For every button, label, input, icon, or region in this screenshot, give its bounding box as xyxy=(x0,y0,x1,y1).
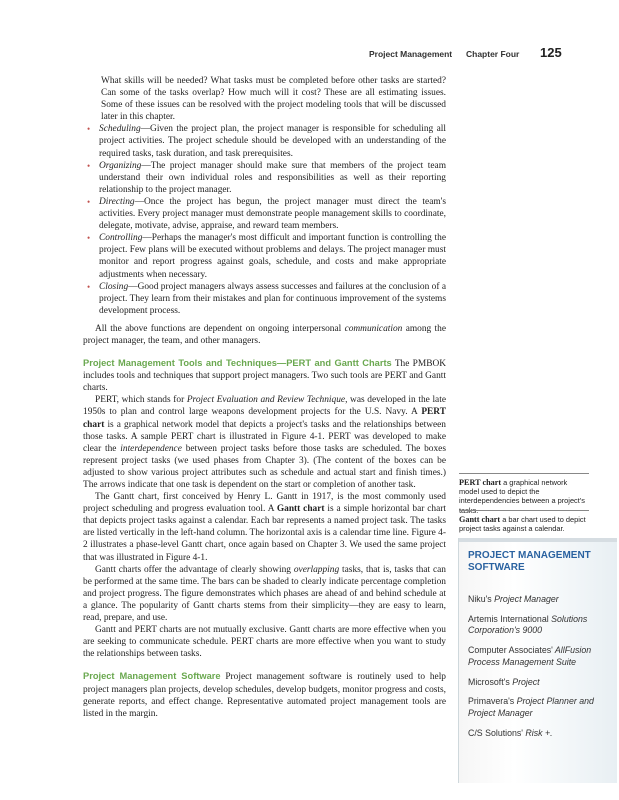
gantt-advantages-paragraph xyxy=(83,564,446,624)
margin-definition-pert xyxy=(459,473,589,515)
list-item xyxy=(99,123,446,159)
list-item xyxy=(468,677,608,688)
product-name: Project xyxy=(509,676,540,687)
function-text: —Once the project has begun, the project manager must direct the team's activities. Every project manager must demonstrate people management skills to coordinate, delegate, motivate, advise, appraise, and reward team members. xyxy=(99,196,446,232)
list-item xyxy=(468,696,608,719)
text-run: The PMBOK includes tools and techniques that support project managers. Two such tools are PERT and Gantt charts. xyxy=(83,359,446,394)
product-name: Project Manager xyxy=(491,594,559,604)
list-item xyxy=(99,281,446,317)
italic-term: communication xyxy=(344,323,403,334)
list-item xyxy=(99,196,446,232)
function-term: Directing xyxy=(99,196,135,207)
vendor-name: Microsoft's xyxy=(468,676,510,687)
text-run: All the above functions are dependent on ongoing interpersonal xyxy=(95,323,345,334)
list-item xyxy=(468,645,608,668)
vendor-name: Primavera's xyxy=(468,696,515,707)
function-text: —Perhaps the manager's most difficult and important function is controlling the project. Few plans will be executed without problems and delays. The project manager must monitor and report progress against goals, schedule, and costs and make appropriate adjustments when necessary. xyxy=(99,233,446,280)
box-title: PROJECT MANAGEMENT SOFTWARE xyxy=(468,550,591,573)
function-term: Organizing xyxy=(99,160,142,171)
italic-term: Project Evaluation and Review Technique xyxy=(186,395,346,406)
definition-text: a graphical network model used to depict the interdependencies between a project's tasks. xyxy=(459,478,585,515)
intro-paragraph: What skills will be needed? What tasks must be completed before other tasks are started? Can some of the tasks overlap? How much will it cost? These are all estimating issues. Some of these issues can be resolved with the project modeling tools that will be discussed later in this chapter. xyxy=(101,76,446,123)
text-run: Gantt charts offer the advantage of clearly showing xyxy=(95,564,294,575)
text-run: is a simple horizontal bar chart that depicts project tasks against a calendar. Each bar represents a named project task. The tasks are listed vertically in the left-hand column. The horizontal axis is a calendar time line. Figure 4-2 illustrates a phase-level Gantt chart, once again based on Chapter 3. We used the same project that was illustrated in Figure 4-1. xyxy=(83,504,446,563)
vendor-name: Artemis International xyxy=(468,613,549,624)
bold-term-pert: PERT chart xyxy=(83,407,446,430)
function-term: Scheduling xyxy=(99,124,141,135)
text-run: Project management software is routinely used to help project managers plan projects, develop schedules, develop budgets, monitor progress and costs, generate reports, and effect change. Representative automated project management tools are listed in the margin. xyxy=(83,672,446,719)
text-run: The Gantt chart, first conceived by Henry L. Gantt in 1917, is the most commonly used project scheduling and progress evaluation tool. A xyxy=(83,492,446,515)
margin-definition-gantt xyxy=(459,510,589,533)
list-item xyxy=(468,728,608,739)
box-accent-bar xyxy=(459,538,617,542)
header-section-title: Project Management xyxy=(369,49,453,59)
italic-term: overlapping xyxy=(293,564,340,575)
product-name: Project Planner and Project Manager xyxy=(468,696,594,718)
function-term: Controlling xyxy=(99,233,143,244)
running-header xyxy=(0,45,619,65)
text-run: tasks, that is, tasks that can be performed at the same time. The bars can be shaded to clearly indicate percentage completion and project progress. The figure demonstrates which phases are ahead of and behind schedule at a glance. The popularity of Gantt charts stems from their simplicity—they are easy to learn, read, prepare, and use. xyxy=(83,564,446,624)
list-item xyxy=(99,232,446,280)
section-heading-tools: Project Management Tools and Techniques—PERT and Gantt Charts xyxy=(83,358,392,369)
header-chapter: Chapter Four xyxy=(466,49,520,59)
software-list xyxy=(468,594,608,748)
product-name: Risk +. xyxy=(522,727,553,738)
gantt-paragraph xyxy=(83,491,446,564)
vendor-name: Computer Associates' xyxy=(468,645,553,656)
definition-term: Gantt chart xyxy=(459,515,501,524)
italic-term: interdependence xyxy=(120,443,182,454)
bold-term-gantt: Gantt chart xyxy=(276,504,325,515)
list-item xyxy=(99,160,446,196)
list-item xyxy=(468,614,608,637)
text-run: is a graphical network model that depicts a project's tasks and the relationships between those tasks. A sample PERT chart is illustrated in Figure 4-1. PERT was developed to make clear the xyxy=(83,419,446,454)
section-heading-software: Project Management Software xyxy=(83,671,221,682)
definition-text: a bar chart used to depict project tasks against a calendar. xyxy=(459,515,586,534)
page-number: 125 xyxy=(540,45,562,60)
comparison-paragraph: Gantt and PERT charts are not mutually exclusive. Gantt charts are more effective when you are seeking to communicate schedule. PERT charts are more effective when you want to study the relationships between tasks. xyxy=(83,625,446,660)
function-text: —Good project managers always assess successes and failures at the conclusion of a project. They learn from their mistakes and plan for continuous improvement of the systems development process. xyxy=(99,281,446,316)
function-text: —Given the project plan, the project manager is responsible for scheduling all project activities. The project schedule should be developed with an understanding of the required tasks, task duration, and task prerequisites. xyxy=(99,124,446,159)
text-run: PERT, which stands for xyxy=(95,395,187,406)
main-text-column xyxy=(83,75,446,720)
software-section xyxy=(83,670,446,719)
management-functions-list xyxy=(83,123,446,317)
function-term: Closing xyxy=(99,281,129,292)
function-text: —The project manager should make sure that members of the project team understand their own individual roles and responsibilities as well as their reporting relationship to the project manager. xyxy=(99,160,446,195)
tools-section-intro xyxy=(83,357,446,394)
software-sidebar-box xyxy=(458,538,617,783)
communication-paragraph xyxy=(83,323,446,347)
text-run: , was developed in the late 1950s to plan and control large weapons development projects for the U.S. Navy. A xyxy=(83,395,446,418)
list-item xyxy=(468,594,608,605)
product-name: Solutions Corporation's 9000 xyxy=(468,613,588,636)
text-run: among the project manager, the team, and other managers. xyxy=(83,323,446,346)
vendor-name: C/S Solutions' xyxy=(468,727,523,738)
vendor-name: Niku's xyxy=(468,594,492,604)
text-run: between project tasks before those tasks are scheduled. The boxes represent project tasks (we used phases from Chapter 3). (The content of the boxes can be adjusted to show various project attributes such as schedule and actual start and finish times.) The arrows indicate that one task is dependent on the start or completion of another task. xyxy=(83,443,446,490)
definition-term: PERT chart xyxy=(459,478,502,487)
product-name: AllFusion Process Management Suite xyxy=(468,645,592,667)
pert-paragraph xyxy=(83,394,446,491)
